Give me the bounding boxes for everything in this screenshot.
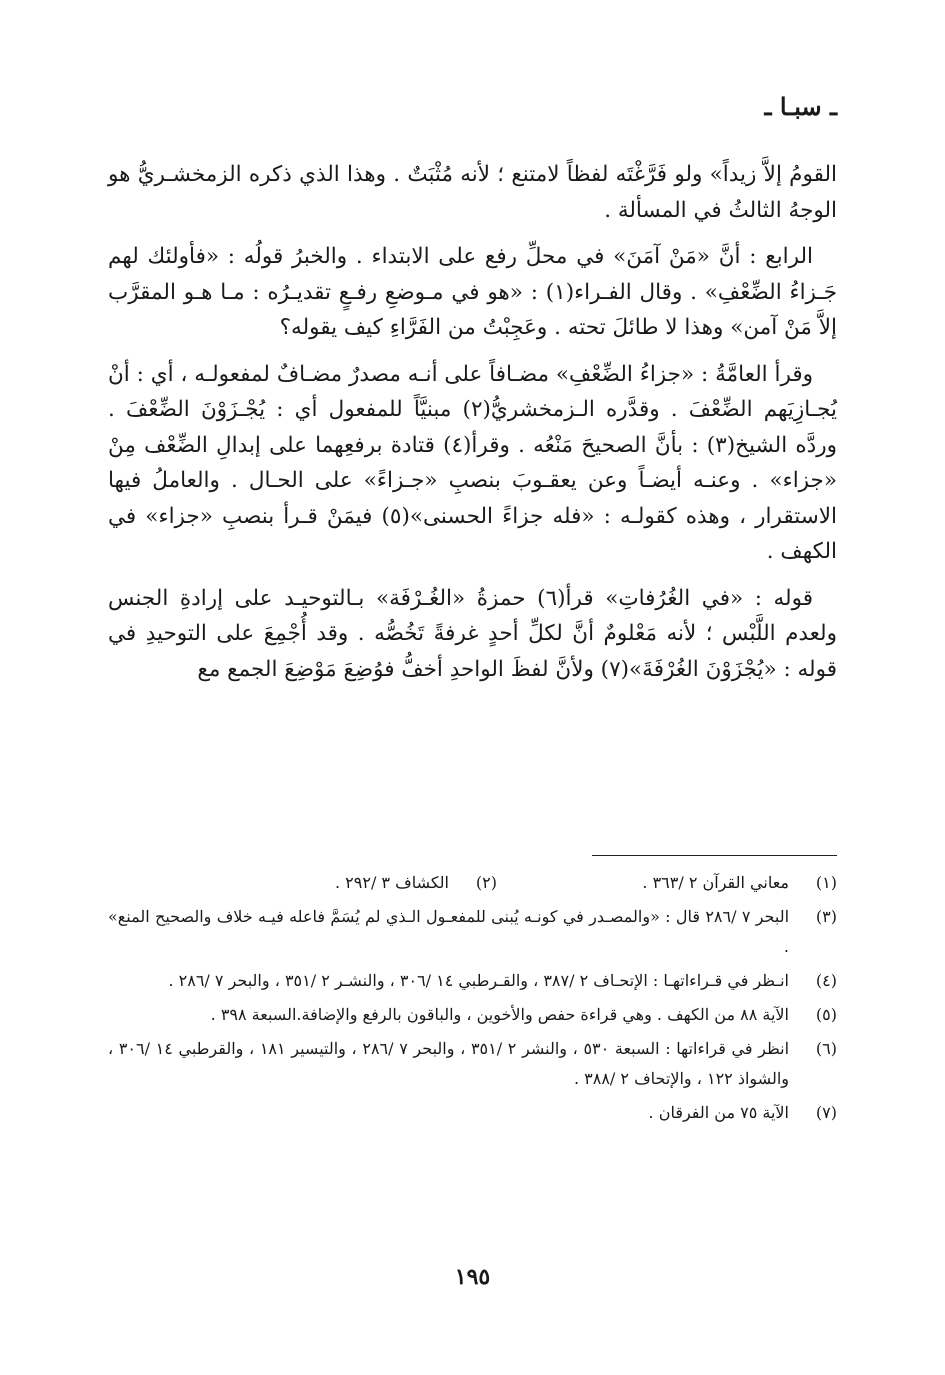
footnote-4 — [108, 966, 837, 996]
footnote-text: الآية ٨٨ من الكهف . وهي قراءة حفص والأخوين ، والباقون بالرفع والإضافة.السبعة ٣٩٨ . — [210, 1005, 789, 1024]
footnote-number: (٢) — [475, 873, 497, 892]
paragraph: القومُ إلاَّ زيداً» ولو فَرَّغْتَه لفظاً لامتنع ؛ لأنه مُثْبَتٌ . وهذا الذي ذكره الزمخشـريُّ هو الوجهُ الثالثُ في المسألة . — [108, 162, 837, 223]
footnote-text: انظر في قراءاتها : السبعة ٥٣٠ ، والنشر ٢ /٣٥١ ، والبحر ٧ /٢٨٦ ، والتيسير ١٨١ ، والقرطبي ١٤ /٣٠٦ ، والشواذ ١٢٢ ، والإتحاف ٢ /٣٨٨ . — [108, 1039, 790, 1088]
footnote-1 — [497, 868, 837, 898]
footnote-6 — [108, 1034, 837, 1094]
footnote-number: (٧) — [815, 1103, 837, 1122]
footnote-5 — [108, 1000, 837, 1030]
footnote-separator — [592, 855, 837, 856]
footnote-text: الكشاف ٣ /٢٩٢ . — [334, 873, 449, 892]
page-number: ١٩٥ — [454, 1264, 491, 1290]
footnote-2 — [157, 868, 497, 898]
paragraph: الرابع : أنَّ «مَنْ آمَنَ» في محلِّ رفع على الابتداء . والخبرُ قولُه : «فأولئك لهم جَـزاءُ الضِّعْفِ» . وقال الفـراء(١) : «هو في مـوضعِ رفـعٍ تقديـرُه : مـا هـو المقرَّب إلاَّ مَنْ آمن» وهذا لا طائلَ تحته . وعَجِبْتُ من الفَرَّاءِ كيف يقوله؟ — [108, 244, 837, 340]
footnote-3 — [108, 902, 837, 962]
footnote-number: (٣) — [815, 907, 837, 926]
footnote-text: انـظر في قـراءاتهـا : الإتحـاف ٢ /٣٨٧ ، والقـرطبي ١٤ /٣٠٦ ، والنشـر ٢ /٣٥١ ، والبحر ٧ /٢٨٦ . — [168, 971, 789, 990]
main-text — [108, 157, 837, 698]
footnotes — [108, 868, 837, 1132]
paragraph: وقرأ العامَّةُ : «جزاءُ الضِّعْفِ» مضـافاً على أنـه مصدرٌ مضـافٌ لمفعولـه ، أي : أنْ يُجـازِيَهم الضِّعْفَ . وقدَّره الـزمخشريُّ(٢) مبنيَّاً للمفعول أي : يُجْـزَوْنَ الضِّعْفَ . وردَّه الشيخ(٣) : بأنَّ الصحيحَ مَنْعُه . وقرأ(٤) قتادة برفعِهما على إبدالِ الضِّعْف مِنْ «جزاء» . وعنـه أيضـاً وعن يعقـوبَ بنصبِ «جـزاءً» على الحـال . والعاملُ فيها الاستقرار ، وهذه كقولـه : «فله جزاءً الحسنى»(٥) فيمَنْ قـرأ بنصبِ «جزاء» في الكهف . — [108, 361, 837, 564]
footnote-7 — [108, 1098, 837, 1128]
footnote-row — [108, 868, 837, 898]
footnote-text: معاني القرآن ٢ /٣٦٣ . — [642, 873, 789, 892]
running-header: ـ سبـا ـ — [764, 92, 837, 121]
footnote-number: (٤) — [815, 971, 837, 990]
footnote-number: (١) — [815, 873, 837, 892]
footnote-number: (٥) — [815, 1005, 837, 1024]
footnote-text: البحر ٧ /٢٨٦ قال : «والمصـدر في كونـه يُبنى للمفعـول الـذي لم يُسَمَّ فاعله فيـه خلاف والصحيح المنع» . — [108, 907, 790, 956]
footnote-number: (٦) — [815, 1039, 837, 1058]
footnote-text: الآية ٧٥ من الفرقان . — [648, 1103, 789, 1122]
paragraph: قوله : «في الغُرُفاتِ» قرأ(٦) حمزةُ «الغُـرْفَة» بـالتوحيـد على إرادةِ الجنس ولعدم اللَّبْس ؛ لأنه مَعْلومٌ أنَّ لكلِّ أحدٍ غرفةً تَخُصُّه . وقد أُجْمِعَ على التوحيدِ في قوله : «يُجْزَوْنَ الغُرْفَةَ»(٧) ولأنَّ لفظَ الواحدِ أخفُّ فوُضِعَ مَوْضِعَ الجمع مع — [108, 585, 837, 682]
